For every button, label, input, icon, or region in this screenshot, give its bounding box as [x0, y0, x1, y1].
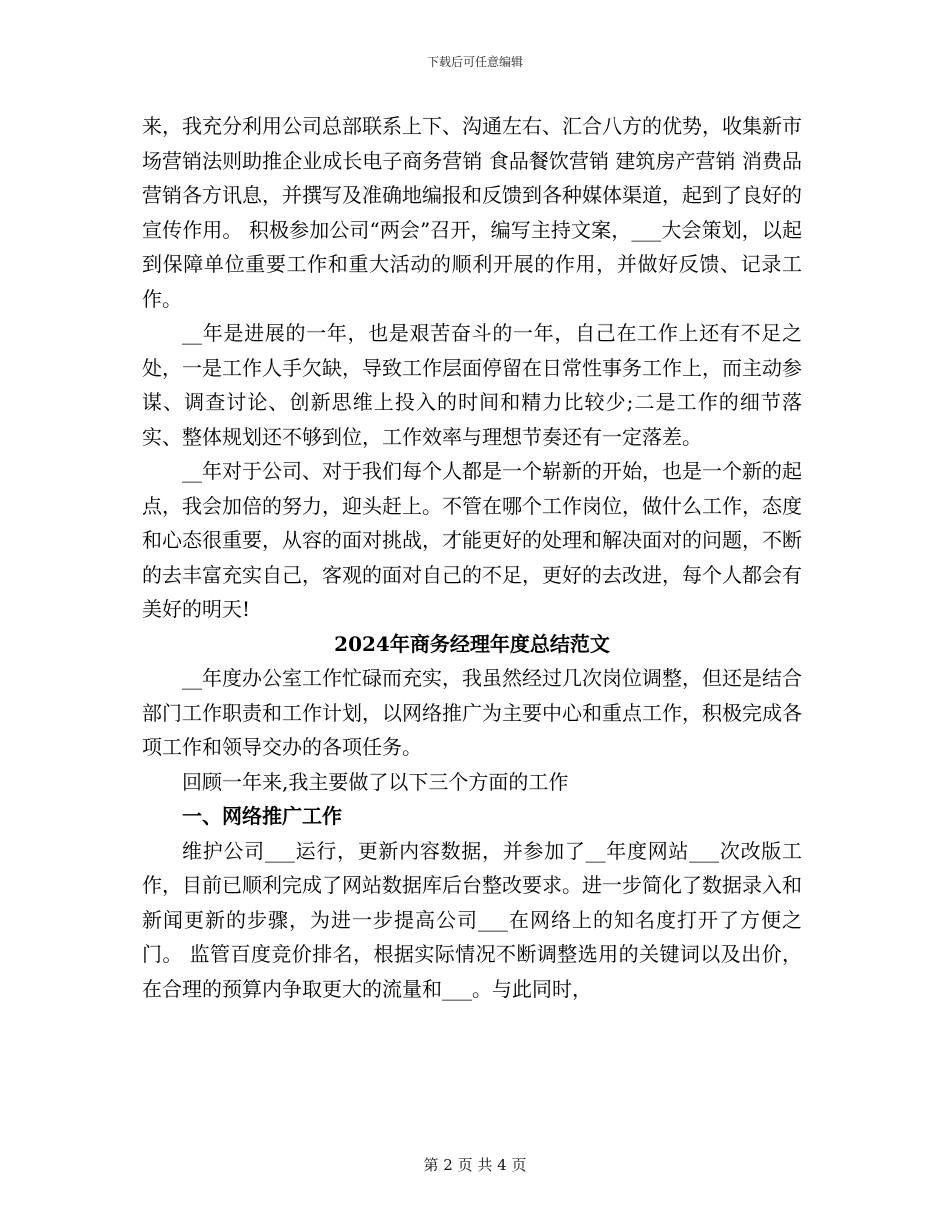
- paragraph: __年度办公室工作忙碌而充实，我虽然经过几次岗位调整，但还是结合部门工作职责和工作计划，以网络推广为主要中心和重点工作，积极完成各项工作和领导交办的各项任务。: [142, 666, 802, 759]
- document-body: [142, 109, 802, 1006]
- paragraph: 回顾一年来,我主要做了以下三个方面的工作: [182, 769, 569, 794]
- document-title: 2024年商务经理年度总结范文: [334, 631, 610, 656]
- paragraph: __年对于公司、对于我们每个人都是一个崭新的开始，也是一个新的起点，我会加倍的努力，迎头赶上。不管在哪个工作岗位，做什么工作，态度和心态很重要，从容的面对挑战，才能更好的处理和解决面对的问题，不断的去丰富充实自己，客观的面对自己的不足，更好的去改进，每个人都会有美好的明天!: [142, 459, 802, 621]
- page-header: 下载后可任意编辑: [426, 55, 523, 69]
- paragraph: __年是进展的一年，也是艰苦奋斗的一年，自己在工作上还有不足之处，一是工作人手欠缺，导致工作层面停留在日常性事务工作上，而主动参谋、调查讨论、创新思维上投入的时间和精力比较少;二是工作的细节落实、整体规划还不够到位，工作效率与理想节奏还有一定落差。: [142, 321, 802, 449]
- paragraph: 维护公司___运行，更新内容数据，并参加了__年度网站___次改版工作，目前已顺利完成了网站数据库后台整改要求。进一步简化了数据录入和新闻更新的步骤，为进一步提高公司___在网络上的知名度打开了方便之门。 监管百度竞价排名，根据实际情况不断调整选用的关键词以及出价，在合理的预算内争取更大的流量和___。与此同时，: [142, 838, 802, 1001]
- section-heading: 一、网络推广工作: [182, 804, 342, 828]
- page-footer: 第 2 页 共 4 页: [423, 1156, 527, 1174]
- paragraph: 来，我充分利用公司总部联系上下、沟通左右、汇合八方的优势，收集新市场营销法则助推企业成长电子商务营销 食品餐饮营销 建筑房产营销 消费品营销各方讯息，并撰写及准确地编报和反馈到各种媒体渠道，起到了良好的宣传作用。 积极参加公司“两会”召开，编写主持文案，___大会策划，以起到保障单位重要工作和重大活动的顺利开展的作用，并做好反馈、记录工作。: [142, 114, 802, 311]
